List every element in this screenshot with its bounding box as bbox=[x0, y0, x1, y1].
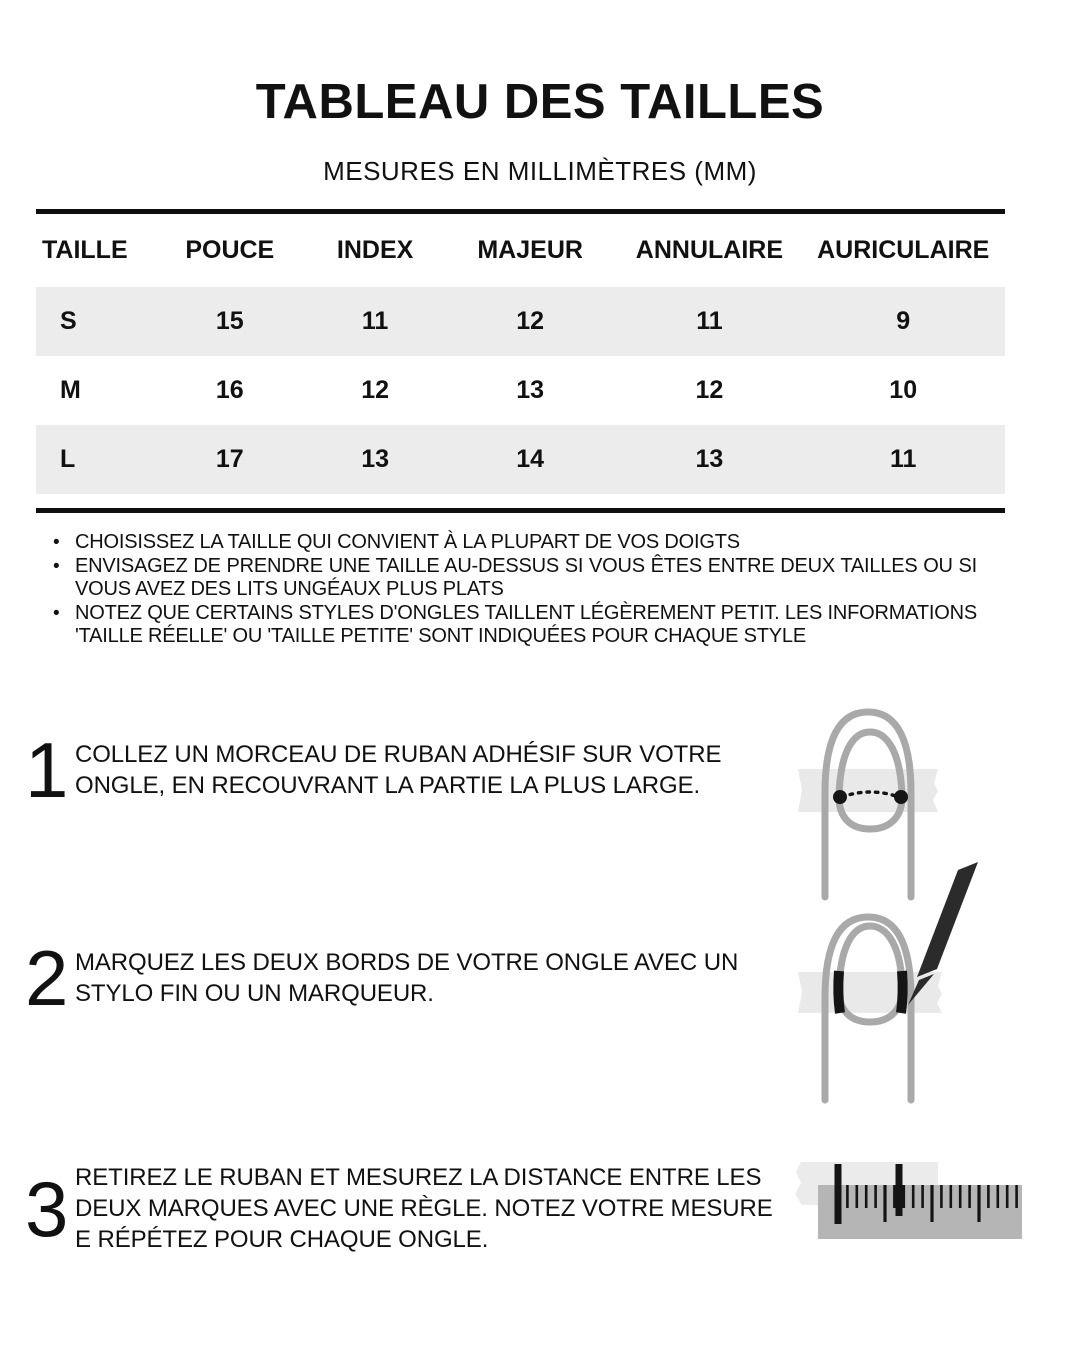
measurement-value: 12 bbox=[695, 376, 724, 404]
step-number: 1 bbox=[25, 726, 69, 814]
bullet-icon: • bbox=[53, 555, 60, 577]
nail-mark-right bbox=[901, 971, 903, 1013]
note-text: NOTEZ QUE CERTAINS STYLES D'ONGLES TAILLENT LÉGÈREMENT PETIT. LES INFORMATIONS 'TAILLE RÉELLE' OU 'TAILLE PETITE' SONT INDIQUÉES POUR CHAQUE STYLE bbox=[75, 601, 977, 647]
page-subtitle: MESURES EN MILLIMÈTRES (MM) bbox=[323, 156, 757, 186]
measurement-value: 11 bbox=[696, 307, 723, 335]
note-text: CHOISISSEZ LA TAILLE QUI CONVIENT À LA PLUPART DE VOS DOIGTS bbox=[75, 531, 740, 553]
measurement-value: 11 bbox=[361, 307, 389, 335]
measurement-value: 17 bbox=[215, 445, 244, 473]
measure-dot-right bbox=[894, 790, 908, 804]
size-label: L bbox=[60, 445, 76, 473]
bullet-icon: • bbox=[53, 532, 60, 553]
sizing-notes-list bbox=[53, 531, 977, 649]
pen-body bbox=[917, 862, 978, 977]
step-instruction: COLLEZ UN MORCEAU DE RUBAN ADHÉSIF SUR VOTRE ONGLE, EN RECOUVRANT LA PARTIE LA PLUS LARGE. bbox=[75, 741, 722, 799]
tape-with-marks-on-ruler-icon bbox=[790, 1152, 1030, 1252]
tape-shape bbox=[798, 972, 942, 1013]
size-label: M bbox=[60, 376, 81, 404]
list-item bbox=[53, 531, 977, 555]
nail-mark-left bbox=[838, 971, 840, 1013]
measurement-value: 12 bbox=[361, 376, 390, 404]
list-item bbox=[53, 555, 977, 602]
list-item bbox=[53, 602, 977, 649]
column-header-taille: TAILLE bbox=[42, 236, 128, 264]
step-3 bbox=[25, 1162, 775, 1255]
step-1 bbox=[25, 726, 775, 814]
step-2 bbox=[25, 934, 775, 1022]
column-header-auriculaire: AURICULAIRE bbox=[817, 236, 990, 264]
column-header-index: INDEX bbox=[336, 236, 414, 264]
column-header-majeur: MAJEUR bbox=[477, 236, 583, 264]
finger-with-tape-marked-by-pen-icon bbox=[773, 853, 1008, 1110]
measure-dot-left bbox=[833, 790, 847, 804]
measurement-value: 9 bbox=[896, 307, 911, 335]
step-instruction: RETIREZ LE RUBAN ET MESUREZ LA DISTANCE ENTRE LES DEUX MARQUES AVEC UNE RÈGLE. NOTEZ VOTRE MESURE E RÉPÉTEZ POUR CHAQUE ONGLE. bbox=[75, 1164, 773, 1253]
measurement-value: 13 bbox=[695, 445, 724, 473]
measurement-value: 10 bbox=[889, 376, 918, 404]
column-header-annulaire: ANNULAIRE bbox=[635, 236, 784, 264]
measurement-value: 16 bbox=[215, 376, 244, 404]
step-number: 3 bbox=[25, 1164, 69, 1253]
column-header-pouce: POUCE bbox=[185, 236, 275, 264]
size-table bbox=[36, 209, 1005, 513]
measurement-value: 13 bbox=[361, 445, 390, 473]
measurement-value: 13 bbox=[516, 376, 545, 404]
measurement-value: 15 bbox=[215, 307, 244, 335]
measurement-value: 14 bbox=[516, 445, 545, 473]
table-row-s bbox=[36, 287, 1005, 356]
table-row-m bbox=[36, 356, 1005, 425]
page-title: TABLEAU DES TAILLES bbox=[255, 75, 825, 129]
table-row-l bbox=[36, 425, 1005, 494]
note-text: ENVISAGEZ DE PRENDRE UNE TAILLE AU-DESSUS SI VOUS ÊTES ENTRE DEUX TAILLES OU SI VOUS AVEZ DES LITS UNGÉAUX PLUS PLATS bbox=[75, 554, 977, 600]
step-number: 2 bbox=[25, 934, 69, 1022]
bullet-icon: • bbox=[53, 602, 60, 624]
size-table-header-row bbox=[36, 214, 1005, 287]
measurement-value: 11 bbox=[889, 445, 917, 473]
step-instruction: MARQUEZ LES DEUX BORDS DE VOTRE ONGLE AVEC UN STYLO FIN OU UN MARQUEUR. bbox=[75, 949, 739, 1007]
measurement-value: 12 bbox=[516, 307, 545, 335]
size-label: S bbox=[60, 307, 77, 335]
